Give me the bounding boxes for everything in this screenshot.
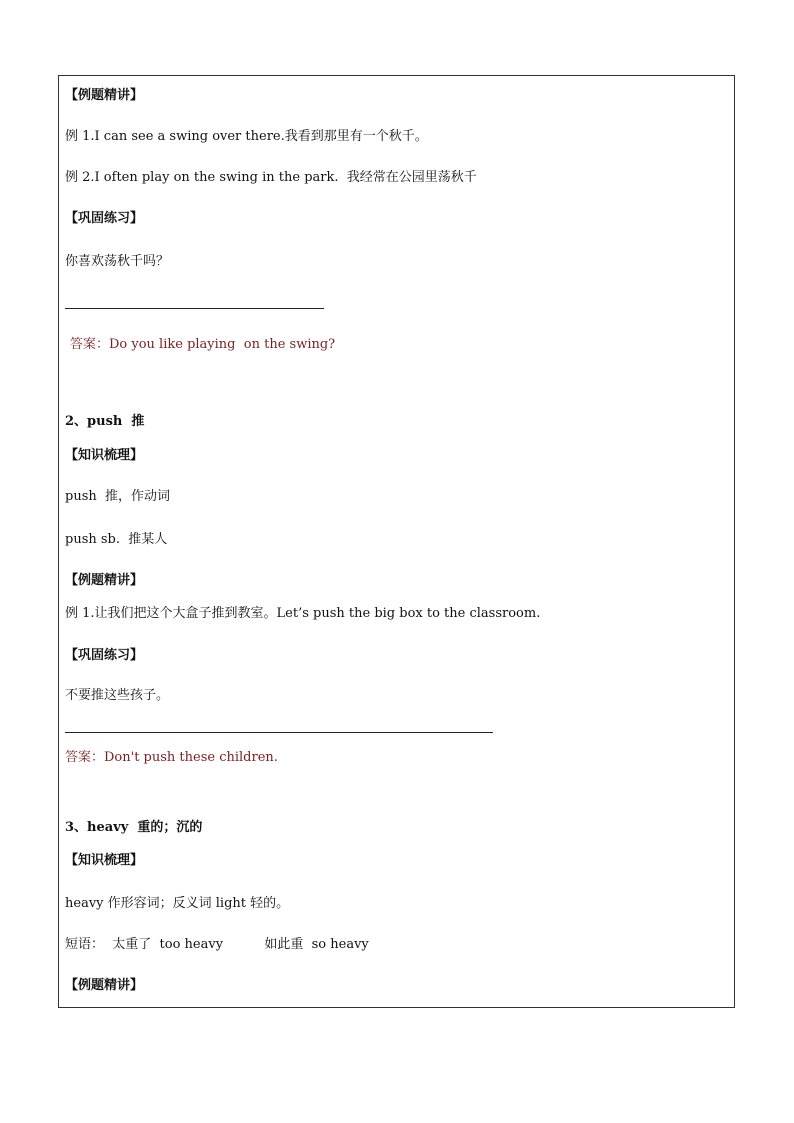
knowledge-header: 【知识梳理】 <box>65 448 144 463</box>
phrases-line: 短语： 太重了 too heavy 如此重 so heavy <box>65 937 369 952</box>
practice-question: 不要推这些孩子。 <box>65 688 170 703</box>
knowledge-point: heavy 作形容词；反义词 light 轻的。 <box>65 896 290 911</box>
section-title: 2、push 推 <box>65 414 145 429</box>
section-title: 3、heavy 重的；沉的 <box>65 820 203 835</box>
answer-blank-line <box>65 308 324 309</box>
example-header: 【例题精讲】 <box>65 978 144 993</box>
example-sentence: 例 1.让我们把这个大盒子推到教室。Let’s push the big box to the classroom. <box>65 606 541 621</box>
practice-header: 【巩固练习】 <box>65 211 144 226</box>
answer-text: 答案：Don't push these children. <box>65 750 278 765</box>
knowledge-header: 【知识梳理】 <box>65 853 144 868</box>
answer-text: 答案：Do you like playing on the swing? <box>70 337 336 352</box>
example-header: 【例题精讲】 <box>65 88 144 103</box>
example-header: 【例题精讲】 <box>65 573 144 588</box>
practice-header: 【巩固练习】 <box>65 648 144 663</box>
practice-question: 你喜欢荡秋千吗？ <box>65 254 170 269</box>
knowledge-point: push sb. 推某人 <box>65 532 168 547</box>
knowledge-point: push 推，作动词 <box>65 489 171 504</box>
example-sentence: 例 1.I can see a swing over there.我看到那里有一个秋千。 <box>65 129 428 144</box>
example-sentence: 例 2.I often play on the swing in the park. 我经常在公园里荡秋千 <box>65 170 477 185</box>
answer-blank-line <box>65 732 493 733</box>
